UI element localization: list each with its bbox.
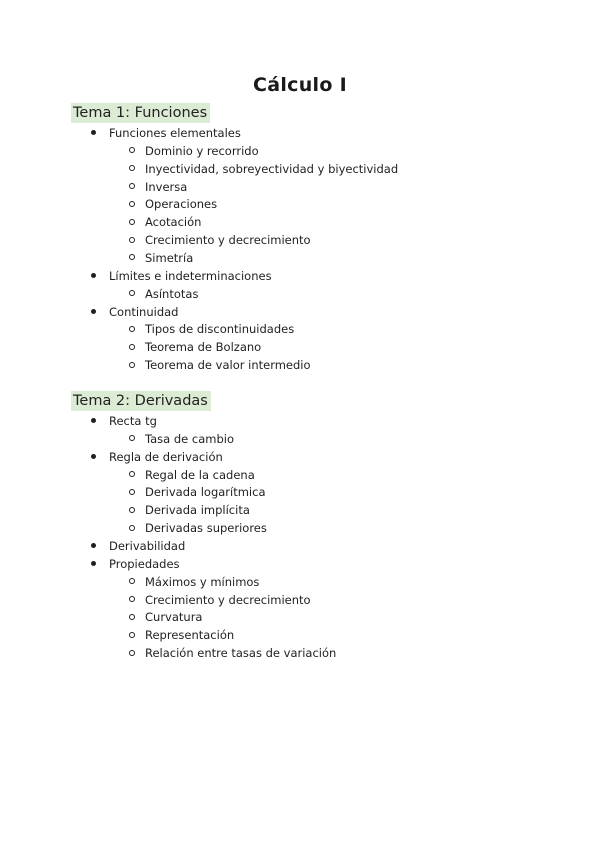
subtopic-label: Crecimiento y decrecimiento bbox=[145, 233, 311, 248]
sub-list-item bbox=[0, 483, 600, 501]
sub-list-item bbox=[0, 608, 600, 626]
list-item bbox=[0, 412, 600, 430]
topic-label: Propiedades bbox=[109, 556, 180, 571]
subtopic-label: Inyectividad, sobreyectividad y biyectividad bbox=[145, 161, 399, 176]
hollow-bullet-icon bbox=[129, 178, 135, 196]
hollow-bullet-icon bbox=[129, 195, 135, 213]
sub-list-item bbox=[0, 573, 600, 591]
bullet-icon bbox=[91, 448, 96, 466]
subtopic-label: Acotación bbox=[145, 215, 202, 230]
hollow-bullet-icon bbox=[129, 483, 135, 501]
sub-list-item bbox=[0, 249, 600, 267]
topic-label: Recta tg bbox=[109, 414, 157, 428]
subtopic-label: Inversa bbox=[145, 179, 188, 194]
list-item bbox=[0, 267, 600, 285]
subtopic-label: Operaciones bbox=[145, 197, 218, 212]
hollow-bullet-icon bbox=[129, 231, 135, 249]
subtopic-label: Simetría bbox=[145, 250, 194, 265]
list-item bbox=[0, 124, 600, 142]
hollow-bullet-icon bbox=[129, 573, 135, 591]
hollow-bullet-icon bbox=[129, 338, 135, 356]
bullet-icon bbox=[91, 555, 96, 573]
section-heading: Tema 2: Derivadas bbox=[71, 391, 211, 411]
sub-list-item bbox=[0, 213, 600, 231]
hollow-bullet-icon bbox=[129, 320, 135, 338]
hollow-bullet-icon bbox=[129, 519, 135, 537]
subtopic-label: Regal de la cadena bbox=[145, 467, 255, 482]
sub-list-item bbox=[0, 466, 600, 484]
subtopic-label: Tipos de discontinuidades bbox=[145, 322, 295, 337]
subtopic-label: Representación bbox=[145, 628, 235, 643]
sub-list-item bbox=[0, 430, 600, 448]
bullet-icon bbox=[91, 412, 96, 430]
hollow-bullet-icon bbox=[129, 160, 135, 178]
sub-list-item bbox=[0, 160, 600, 178]
subtopic-label: Teorema de Bolzano bbox=[145, 340, 262, 355]
bullet-icon bbox=[91, 303, 96, 321]
sub-list-item bbox=[0, 338, 600, 356]
subtopic-label: Derivada implícita bbox=[145, 503, 250, 518]
sub-list-item bbox=[0, 591, 600, 609]
list-item bbox=[0, 303, 600, 321]
topic-label: Derivabilidad bbox=[109, 539, 186, 553]
sub-list-item bbox=[0, 519, 600, 537]
topic-label: Funciones elementales bbox=[109, 126, 241, 140]
list-item bbox=[0, 448, 600, 466]
sub-list-item bbox=[0, 285, 600, 303]
hollow-bullet-icon bbox=[129, 285, 135, 303]
sub-list-item bbox=[0, 178, 600, 196]
hollow-bullet-icon bbox=[129, 356, 135, 374]
hollow-bullet-icon bbox=[129, 608, 135, 626]
hollow-bullet-icon bbox=[129, 644, 135, 662]
sub-list-item bbox=[0, 501, 600, 519]
list-item bbox=[0, 537, 600, 555]
subtopic-label: Derivadas superiores bbox=[145, 521, 267, 536]
sub-list-item bbox=[0, 644, 600, 662]
subtopic-label: Teorema de valor intermedio bbox=[145, 358, 311, 373]
section-heading: Tema 1: Funciones bbox=[71, 103, 210, 123]
sub-list-item bbox=[0, 195, 600, 213]
subtopic-label: Crecimiento y decrecimiento bbox=[145, 592, 311, 607]
list-item bbox=[0, 555, 600, 573]
subtopic-label: Tasa de cambio bbox=[145, 431, 234, 446]
hollow-bullet-icon bbox=[129, 213, 135, 231]
subtopic-label: Máximos y mínimos bbox=[145, 574, 260, 589]
hollow-bullet-icon bbox=[129, 430, 135, 448]
bullet-icon bbox=[91, 537, 96, 555]
subtopic-label: Relación entre tasas de variación bbox=[145, 646, 337, 661]
sub-list-item bbox=[0, 142, 600, 160]
hollow-bullet-icon bbox=[129, 626, 135, 644]
hollow-bullet-icon bbox=[129, 466, 135, 484]
sub-list-item bbox=[0, 356, 600, 374]
subtopic-label: Curvatura bbox=[145, 610, 203, 625]
hollow-bullet-icon bbox=[129, 591, 135, 609]
topic-label: Regla de derivación bbox=[109, 449, 223, 464]
hollow-bullet-icon bbox=[129, 142, 135, 160]
subtopic-label: Asíntotas bbox=[145, 286, 199, 301]
page-title: Cálculo I bbox=[252, 74, 348, 96]
topic-label: Límites e indeterminaciones bbox=[109, 268, 272, 283]
bullet-icon bbox=[91, 124, 96, 142]
topic-label: Continuidad bbox=[109, 304, 179, 319]
hollow-bullet-icon bbox=[129, 501, 135, 519]
hollow-bullet-icon bbox=[129, 249, 135, 267]
sub-list-item bbox=[0, 626, 600, 644]
sub-list-item bbox=[0, 231, 600, 249]
bullet-icon bbox=[91, 267, 96, 285]
sub-list-item bbox=[0, 320, 600, 338]
subtopic-label: Dominio y recorrido bbox=[145, 143, 259, 158]
subtopic-label: Derivada logarítmica bbox=[145, 485, 266, 500]
